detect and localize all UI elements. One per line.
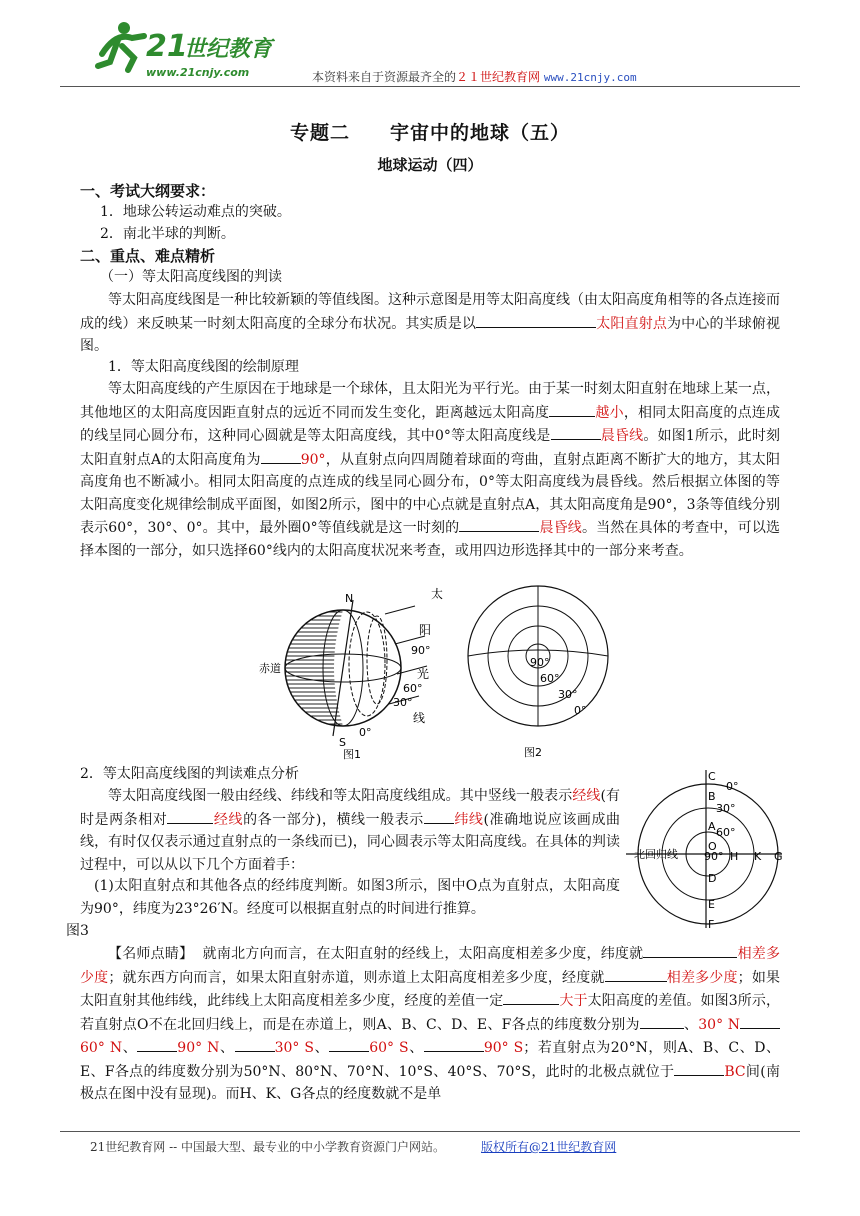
judge-paragraph: [66, 875, 620, 943]
section1-heading: 一、考试大纲要求：: [80, 182, 216, 200]
blank: [640, 1013, 684, 1029]
answer-text: 太阳直射点: [596, 315, 667, 332]
blank: [459, 516, 539, 532]
fig2-caption: 图2: [524, 746, 542, 759]
copyright-link[interactable]: 版权所有@21世纪教育网: [481, 1140, 617, 1154]
blank: [137, 1036, 177, 1052]
header-url[interactable]: www.21cnjy.com: [543, 71, 637, 84]
intro-text-a: 等太阳高度线图是一种比较新颖的等值线图。这种示意图是用等太阳高度线（由太阳高度角相等的各点连接而成的线）来反映某一时刻太阳高度的全球分布状况。其实质是以: [80, 292, 780, 332]
tip-text-e: ；若直射点为20°N，则A、B、C、D、E、F各点的纬度数分别为50°N、80°N、70°N、10°S、40°S、70°S，此时的北极点就位于: [80, 1040, 781, 1080]
blank: [549, 401, 595, 417]
answer-text: 经线: [572, 788, 601, 804]
answer-text: 大于: [559, 993, 588, 1009]
answer-text: BC: [724, 1063, 746, 1080]
fig1-label-equator: 赤道: [259, 662, 281, 675]
answer-text: 纬线: [453, 811, 484, 828]
fig3-point-o: O: [708, 840, 717, 853]
fig3-point-e: E: [708, 898, 715, 911]
fig3-point-h: H: [730, 850, 739, 863]
fig2-label-60: 60°: [540, 672, 560, 685]
fig3-label-tropic: 北回归线: [634, 848, 678, 861]
runner-logo-icon: [88, 14, 288, 82]
answer-text: 相差多少度: [666, 969, 738, 986]
difficulty-text-d: (准确地说应该画成曲线，有时仅仅表示通过直射点的一条线而已)，同心圆表示等太阳高度线。在具体的判读过程中，可以从以下几个方面着手：: [80, 811, 621, 873]
section2-heading: 二、重点、难点精析: [80, 247, 216, 265]
tip-text-d: 太阳高度的差值。如图3所示，若直射点O不在北回归线上，而是在赤道上，则A、B、C、D、E、F各点的纬度数分别为: [80, 993, 780, 1033]
difficulty-text-c: 的各一部分)，横线一般表示: [243, 811, 424, 828]
blank: [424, 808, 454, 824]
fig1-sun-char-3: 光: [417, 667, 430, 681]
fig1-sun-char-2: 阳: [419, 623, 432, 637]
fig3-point-d: D: [708, 872, 717, 885]
fig1-label-s: S: [339, 736, 346, 749]
difficulty-text-a: 等太阳高度线图一般由经线、纬线和等太阳高度线组成。其中竖线一般表示: [108, 788, 573, 804]
tip-text-b: ；就东西方向而言，如果太阳直射赤道，则赤道上太阳高度相差多少度，经度就: [108, 969, 605, 986]
figure-2: [462, 580, 622, 760]
answer-text: 90° S: [483, 1040, 524, 1056]
judge-text: (1)太阳直射点和其他各点的经纬度判断。如图3所示，图中O点为直射点，太阳高度为90°，纬度为23°26′N。经度可以根据直射点的时间进行推算。: [80, 878, 620, 917]
fig2-label-0: 0°: [574, 704, 587, 717]
difficulty-paragraph: [80, 785, 620, 876]
blank: [503, 989, 559, 1005]
blank: [643, 942, 737, 958]
answer-text: 经线: [213, 811, 244, 828]
tip-paragraph: 【名师点睛】 就南北方向而言，在太阳直射的经线上，太阳高度相差多少度，纬度就 相差多少度；就东西方向而言，如果太阳直射赤道，则赤道上太阳高度相差多少度，经度就 相差多少度；如果太阳直射其他纬线，此纬线上太阳高度相差多少度，经度的差值一定 大于太阳高度的差值。如图3所示，若直射点O不在北回归线上，而是在赤道上，则A、B、C、D、E、F各点的纬度数分别为 、30° N60° N、 90° N、 30° S、 60° S、 90° S；若直射点为20°N，则A、B、C、D、E、F各点的纬度数分别为50°N、80°N、70°N、10°S、40°S、70°S，此时的北极点就位于 BC间(南极点在图中没有显现)。而H、K、G各点的经度数就不是单: [80, 942, 780, 1106]
answer-text: 相差多少度: [80, 946, 781, 986]
tip-text-a: 就南北方向而言，在太阳直射的经线上，太阳高度相差多少度，纬度就: [202, 946, 644, 962]
header-site-name: ２１世纪教育网: [456, 70, 541, 84]
principle-text-a: 等太阳高度线的产生原因在于地球是一个球体，且太阳光为平行光。由于某一时刻太阳直射在地球上某一点，其他地区的太阳高度因距直射点的远近不同而发生变化，距离越远太阳高度: [80, 381, 780, 421]
principle-text-d: ，从直射点向四周随着球面的弯曲，直射点距离不断扩大的地方，其太阳高度角也不断减小。相同太阳高度的点连成的线呈同心圆分布，0°等太阳高度线为晨昏线。然后根据立体图的等太阳高度变化规律绘制成平面图，如图2所示，图中的中心点就是直射点A，其太阳高度角是90°，3条等值线分别表示60°，30°、0°。其中，最外圈0°等值线就是这一时刻的: [80, 451, 780, 536]
footer-divider: [60, 1131, 800, 1132]
logo-url: www.21cnjy.com: [146, 66, 250, 79]
difficulty-title: 2．等太阳高度线图的判读难点分析: [80, 766, 299, 782]
fig3-point-g: G: [774, 850, 783, 863]
figure-3: [624, 764, 784, 934]
fig3-label-30: 30°: [716, 802, 736, 815]
fig3-label-90: 90°: [704, 850, 724, 863]
site-logo: [88, 14, 288, 82]
principle-title: 1．等太阳高度线图的绘制原理: [108, 359, 299, 375]
logo-number: 21: [146, 29, 188, 64]
fig3-caption: 图3: [66, 923, 89, 939]
fig1-label-90: 90°: [411, 644, 431, 657]
fig1-sun-char-4: 线: [413, 711, 426, 725]
tip-label: 【名师点睛】: [108, 946, 194, 962]
blank: [476, 312, 596, 328]
header-divider: [60, 86, 800, 87]
answer-text: 越小: [595, 404, 624, 421]
fig3-point-a: A: [708, 820, 716, 833]
principle-paragraph: [80, 378, 780, 562]
principle-text-b: ，相同太阳高度的点连成的线呈同心圆分布，这种同心圆就是等太阳高度线，其中0°等太阳高度线是: [80, 404, 781, 444]
blank: [329, 1036, 369, 1052]
section1-item-2: 2．南北半球的判断。: [100, 226, 235, 242]
tip-text-c: ；如果太阳直射其他纬线，此纬线上太阳高度相差多少度，经度的差值一定: [80, 969, 781, 1009]
answer-text: 90°: [300, 451, 326, 468]
blank: [674, 1060, 724, 1076]
page-subtitle: 地球运动（四）: [377, 156, 483, 174]
fig1-label-30: 30°: [393, 696, 413, 709]
intro-text-b: 为中心的半球俯视图。: [80, 315, 781, 354]
answer-text: 30° S: [274, 1040, 315, 1056]
fig1-label-0: 0°: [359, 726, 372, 739]
difficulty-text-b: (有时是两条相对: [80, 788, 621, 828]
section1-item-1: 1．地球公转运动难点的突破。: [100, 204, 291, 220]
fig2-label-90: 90°: [530, 656, 550, 669]
figure-1: [255, 582, 445, 762]
fig3-point-k: K: [754, 850, 762, 863]
blank: [740, 1013, 780, 1029]
blank: [235, 1036, 275, 1052]
answer-text: 60° S: [369, 1040, 409, 1056]
fig3-point-f: F: [708, 918, 715, 931]
answer-text: 晨昏线: [539, 520, 582, 536]
answer-text: 90° N: [177, 1040, 220, 1056]
fig1-sun-char-1: 太: [431, 587, 444, 601]
answer-text: 晨昏线: [600, 428, 644, 444]
answer-text: 30° N: [698, 1016, 741, 1033]
header-note: [312, 68, 637, 85]
footer: [90, 1138, 616, 1155]
subsection1-title: （一）等太阳高度线图的判读: [100, 269, 282, 285]
footer-text: 21世纪教育网 -- 中国最大型、最专业的中小学教育资源门户网站。: [90, 1140, 446, 1154]
blank: [261, 448, 301, 464]
fig3-point-c: C: [708, 770, 716, 783]
blank: [605, 966, 667, 982]
blank: [167, 808, 213, 824]
fig3-label-0: 0°: [726, 780, 739, 793]
tip-text-f: 间(南极点在图中没有显现)。而H、K、G各点的经度数就不是单: [80, 1063, 780, 1102]
logo-text: 世纪教育: [184, 37, 273, 62]
fig2-label-30: 30°: [558, 688, 578, 701]
principle-text-e: 。当然在具体的考查中，可以选择本图的一部分，如只选择60°线内的太阳高度状况来考查，或用四边形选择其中的一部分来考查。: [80, 520, 780, 559]
page-title: 专题二 宇宙中的地球（五）: [289, 122, 570, 144]
fig3-label-60: 60°: [716, 826, 736, 839]
fig1-label-60: 60°: [403, 682, 423, 695]
fig3-point-b: B: [708, 790, 716, 803]
principle-text-c: 。如图1所示，此时刻太阳直射点A的太阳高度角为: [80, 428, 781, 468]
blank: [551, 424, 601, 440]
intro-paragraph: [80, 289, 780, 358]
blank: [424, 1036, 484, 1052]
fig1-label-n: N: [345, 592, 354, 605]
fig1-caption: 图1: [343, 748, 361, 761]
answer-text: 60° N: [80, 1040, 123, 1056]
header-note-prefix: 本资料来自于资源最齐全的: [312, 70, 457, 84]
